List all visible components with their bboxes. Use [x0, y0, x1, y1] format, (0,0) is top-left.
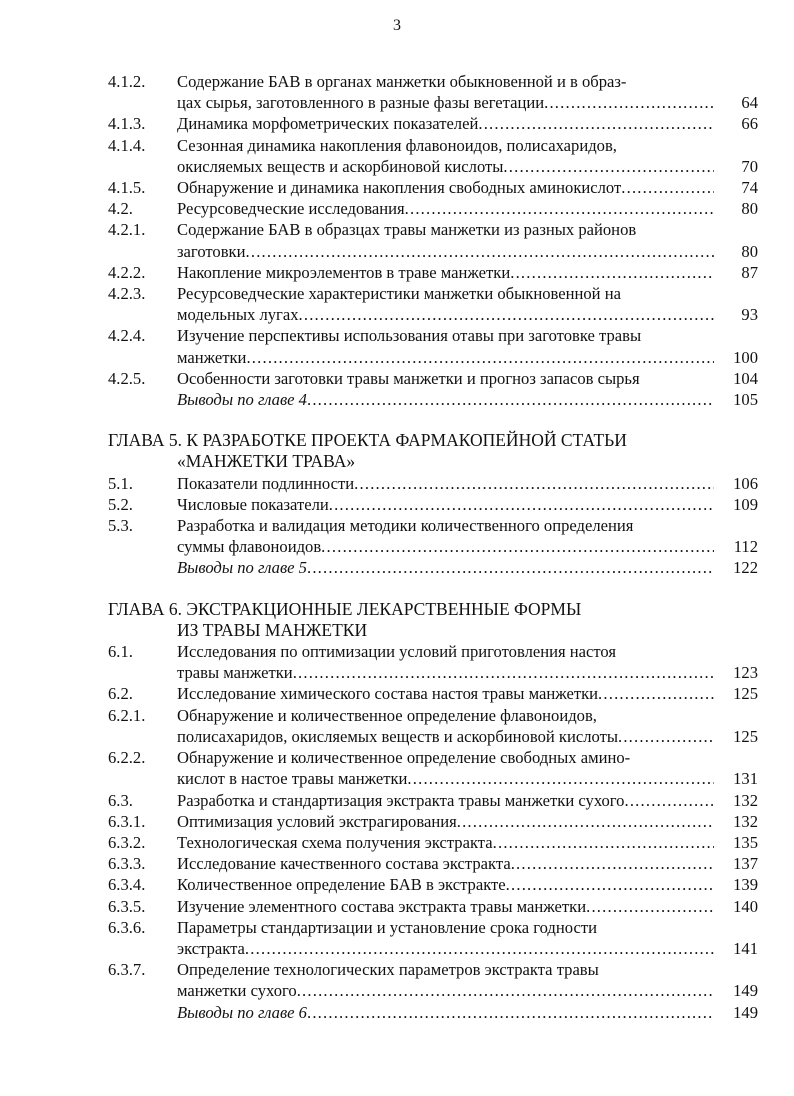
- entry-title-line: Исследование качественного состава экстракта: [177, 854, 511, 874]
- entry-title-line: Содержание БАВ в органах манжетки обыкновенной и в образ-: [177, 72, 627, 91]
- toc-entry[interactable]: [108, 113, 758, 134]
- section-number: 4.2.1.: [108, 220, 146, 240]
- page-ref: 123: [733, 663, 758, 683]
- section-number: 6.3.5.: [108, 896, 146, 916]
- toc-entry[interactable]: [108, 832, 758, 853]
- entry-title-line: Содержание БАВ в образцах травы манжетки из разных районов: [177, 220, 637, 240]
- entry-last-line: [177, 790, 758, 811]
- dot-leader: [307, 389, 714, 410]
- entry-body: [177, 896, 758, 917]
- entry-title-line: Выводы по главе 6: [177, 1002, 307, 1022]
- entry-body: [177, 494, 758, 515]
- toc-entry[interactable]: [108, 811, 758, 832]
- entry-body: [177, 641, 758, 683]
- page-ref: 104: [733, 368, 758, 388]
- dot-leader: [307, 557, 714, 578]
- toc-entry[interactable]: [108, 368, 758, 389]
- entry-title-line: полисахаридов, окисляемых веществ и аскорбиновой кислоты: [177, 726, 618, 746]
- entry-title-line: Накопление микроэлементов в траве манжетки: [177, 262, 511, 282]
- dot-leader: [510, 262, 714, 283]
- entry-last-line: [177, 853, 758, 874]
- entry-body: [177, 325, 758, 367]
- page-ref: 132: [733, 790, 758, 810]
- toc-entry[interactable]: [108, 219, 758, 261]
- section-number: 5.2.: [108, 494, 133, 514]
- dot-leader: [293, 662, 714, 683]
- dot-leader: [544, 92, 714, 113]
- section-number: 6.2.1.: [108, 705, 146, 725]
- page-ref: 80: [741, 241, 758, 261]
- entry-title-line: Исследования по оптимизации условий приготовления настоя: [177, 642, 617, 662]
- entry-last-line: [177, 347, 758, 368]
- dot-leader: [618, 726, 714, 747]
- entry-title-line: Ресурсоведческие исследования: [177, 199, 405, 219]
- section-number: 4.2.: [108, 199, 133, 219]
- entry-last-line: [177, 683, 758, 704]
- toc-entry[interactable]: [108, 473, 758, 494]
- dot-leader: [511, 853, 714, 874]
- entry-title-line: Обнаружение и динамика накопления свободных аминокислот: [177, 178, 622, 198]
- section-number: [108, 389, 177, 410]
- entry-title-line: Обнаружение и количественное определение флавоноидов,: [177, 705, 597, 725]
- entry-title-line: Исследование химического состава настоя травы манжетки: [177, 684, 599, 704]
- toc-entry[interactable]: [108, 853, 758, 874]
- entry-title-line: Оптимизация условий экстрагирования: [177, 811, 457, 831]
- chapter-heading-line: ИЗ ТРАВЫ МАНЖЕТКИ: [177, 619, 368, 640]
- toc-entry[interactable]: [108, 325, 758, 367]
- section-number: 6.2.2.: [108, 748, 146, 768]
- dot-leader: [503, 156, 714, 177]
- entry-last-line: [177, 938, 758, 959]
- chapter-conclusions-entry[interactable]: [108, 557, 758, 578]
- page-ref: 131: [733, 769, 758, 789]
- toc-entry[interactable]: [108, 705, 758, 747]
- chapter-heading-line: ГЛАВА 5. К РАЗРАБОТКЕ ПРОЕКТА ФАРМАКОПЕЙНОЙ СТАТЬИ: [108, 430, 627, 451]
- entry-body: [177, 705, 758, 747]
- section-number: 4.2.4.: [108, 326, 146, 346]
- section-number: 6.2.: [108, 684, 133, 704]
- entry-body: [177, 71, 758, 113]
- toc-entry[interactable]: [108, 262, 758, 283]
- page-ref: 140: [733, 896, 758, 916]
- entry-body: [177, 747, 758, 789]
- toc-entry[interactable]: [108, 494, 758, 515]
- page-ref: 87: [741, 262, 758, 282]
- page-ref: 74: [741, 178, 758, 198]
- page-ref: 112: [733, 537, 758, 557]
- page-ref: 80: [741, 199, 758, 219]
- toc-entry[interactable]: [108, 896, 758, 917]
- chapter-heading: [108, 599, 758, 641]
- section-number: 6.3.6.: [108, 917, 146, 937]
- entry-body: [177, 959, 758, 1001]
- entry-title-line: травы манжетки: [177, 663, 293, 683]
- entry-title-line: Показатели подлинности: [177, 473, 355, 493]
- entry-body: [177, 874, 758, 895]
- dot-leader: [586, 896, 714, 917]
- toc-entry[interactable]: [108, 874, 758, 895]
- entry-last-line: [177, 726, 758, 747]
- entry-last-line: [177, 368, 758, 389]
- dot-leader: [307, 1002, 714, 1023]
- page-ref: 105: [733, 390, 758, 410]
- section-number: 4.1.4.: [108, 135, 146, 155]
- entry-body: [177, 811, 758, 832]
- page-ref: 139: [733, 875, 758, 895]
- entry-title-line: заготовки: [177, 241, 246, 261]
- section-number: 6.3.: [108, 790, 133, 810]
- entry-last-line: [177, 113, 758, 134]
- toc-entry[interactable]: [108, 641, 758, 683]
- entry-body: [177, 389, 758, 410]
- entry-title-line: Определение технологических параметров экстракта травы: [177, 960, 599, 980]
- entry-last-line: [177, 536, 758, 557]
- toc-entry[interactable]: [108, 71, 758, 113]
- entry-body: [177, 557, 758, 578]
- page-ref: 64: [741, 93, 758, 113]
- section-number: 4.1.3.: [108, 114, 146, 134]
- entry-title-line: Ресурсоведческие характеристики манжетки обыкновенной на: [177, 284, 621, 304]
- page-ref: 93: [741, 305, 758, 325]
- entry-last-line: [177, 832, 758, 853]
- entry-title-line: Сезонная динамика накопления флавоноидов, полисахаридов,: [177, 135, 617, 155]
- entry-last-line: [177, 494, 758, 515]
- entry-body: [177, 198, 758, 219]
- entry-title-line: экстракта: [177, 938, 245, 958]
- page-number: 3: [393, 17, 401, 34]
- dot-leader: [493, 832, 714, 853]
- entry-last-line: [177, 768, 758, 789]
- entry-body: [177, 1002, 758, 1023]
- entry-last-line: [177, 198, 758, 219]
- chapter-heading: [108, 430, 758, 472]
- chapter-conclusions-entry[interactable]: [108, 1002, 758, 1023]
- section-number: 4.1.2.: [108, 72, 146, 91]
- dot-leader: [621, 177, 714, 198]
- page-ref: 100: [733, 347, 758, 367]
- entry-last-line: [177, 874, 758, 895]
- section-number: 6.1.: [108, 642, 133, 662]
- toc-entry[interactable]: [108, 747, 758, 789]
- toc-entry[interactable]: [108, 177, 758, 198]
- dot-leader: [354, 473, 714, 494]
- section-number: 5.1.: [108, 473, 133, 493]
- entry-body: [177, 917, 758, 959]
- chapter-conclusions-entry[interactable]: [108, 389, 758, 410]
- entry-title-line: суммы флавоноидов: [177, 537, 322, 557]
- section-number: [108, 1002, 177, 1023]
- entry-body: [177, 515, 758, 557]
- entry-title-line: Изучение элементного состава экстракта травы манжетки: [177, 896, 587, 916]
- entry-last-line: [177, 557, 758, 578]
- entry-last-line: [177, 156, 758, 177]
- dot-leader: [329, 494, 714, 515]
- entry-last-line: [177, 304, 758, 325]
- page-ref: 149: [733, 1002, 758, 1022]
- entry-last-line: [177, 92, 758, 113]
- dot-leader: [246, 241, 715, 262]
- page-ref: 141: [733, 938, 758, 958]
- section-number: 5.3.: [108, 516, 133, 536]
- entry-body: [177, 683, 758, 704]
- dot-leader: [299, 304, 715, 325]
- entry-title-line: Динамика морфометрических показателей: [177, 114, 479, 134]
- entry-body: [177, 853, 758, 874]
- table-of-contents: [108, 71, 758, 1023]
- page-ref: 122: [733, 558, 758, 578]
- page-ref: 109: [733, 494, 758, 514]
- page-ref: 137: [733, 854, 758, 874]
- dot-leader: [246, 347, 714, 368]
- section-number: 6.3.4.: [108, 875, 146, 895]
- section-number: 6.3.1.: [108, 811, 146, 831]
- page-ref: 66: [741, 114, 758, 134]
- page-ref: 132: [733, 811, 758, 831]
- page-ref: 70: [741, 156, 758, 176]
- entry-body: [177, 262, 758, 283]
- entry-last-line: [177, 662, 758, 683]
- entry-title-line: Разработка и стандартизация экстракта травы манжетки сухого: [177, 790, 625, 810]
- entry-body: [177, 113, 758, 134]
- entry-last-line: [177, 177, 758, 198]
- entry-title-line: манжетки: [177, 347, 247, 367]
- section-number: [108, 557, 177, 578]
- entry-last-line: [177, 241, 758, 262]
- page-ref: 135: [733, 832, 758, 852]
- entry-title-line: Разработка и валидация методики количественного определения: [177, 516, 634, 536]
- dot-leader: [297, 980, 714, 1001]
- entry-title-line: цах сырья, заготовленного в разные фазы вегетации: [177, 93, 545, 113]
- entry-title-line: Числовые показатели: [177, 494, 329, 514]
- entry-last-line: [177, 896, 758, 917]
- dot-leader: [598, 683, 714, 704]
- section-number: 6.3.7.: [108, 960, 146, 980]
- entry-title-line: Выводы по главе 4: [177, 390, 307, 410]
- entry-body: [177, 790, 758, 811]
- section-number: 6.3.2.: [108, 832, 146, 852]
- entry-title-line: кислот в настое травы манжетки: [177, 769, 408, 789]
- entry-body: [177, 283, 758, 325]
- toc-entry[interactable]: [108, 283, 758, 325]
- entry-last-line: [177, 1002, 758, 1023]
- chapter-heading-line: «МАНЖЕТКИ ТРАВА»: [177, 451, 356, 472]
- entry-title-line: модельных лугах: [177, 305, 299, 325]
- entry-title-line: Параметры стандартизации и установление срока годности: [177, 917, 597, 937]
- entry-title-line: Обнаружение и количественное определение свободных амино-: [177, 748, 631, 768]
- entry-title-line: Особенности заготовки травы манжетки и прогноз запасов сырья: [177, 368, 640, 388]
- entry-title-line: Выводы по главе 5: [177, 558, 307, 578]
- dot-leader: [624, 790, 714, 811]
- entry-body: [177, 135, 758, 177]
- entry-last-line: [177, 262, 758, 283]
- entry-title-line: Изучение перспективы использования отавы при заготовке травы: [177, 326, 642, 346]
- toc-entry[interactable]: [108, 790, 758, 811]
- entry-title-line: Технологическая схема получения экстракта: [177, 832, 493, 852]
- toc-entry[interactable]: [108, 135, 758, 177]
- page-ref: 125: [733, 726, 758, 746]
- page-ref: 149: [733, 981, 758, 1001]
- toc-entry[interactable]: [108, 959, 758, 1001]
- entry-body: [177, 219, 758, 261]
- entry-last-line: [177, 811, 758, 832]
- entry-body: [177, 368, 758, 389]
- section-number: 4.2.5.: [108, 368, 146, 388]
- dot-leader: [506, 874, 714, 895]
- page-ref: 106: [733, 473, 758, 493]
- entry-title-line: Количественное определение БАВ в экстракте: [177, 875, 506, 895]
- entry-title-line: окисляемых веществ и аскорбиновой кислоты: [177, 156, 504, 176]
- toc-entry[interactable]: [108, 515, 758, 557]
- entry-last-line: [177, 389, 758, 410]
- entry-last-line: [177, 473, 758, 494]
- toc-entry[interactable]: [108, 683, 758, 704]
- entry-body: [177, 473, 758, 494]
- entry-title-line: манжетки сухого: [177, 981, 297, 1001]
- section-number: 4.2.2.: [108, 262, 146, 282]
- entry-body: [177, 832, 758, 853]
- section-number: 6.3.3.: [108, 854, 146, 874]
- dot-leader: [457, 811, 714, 832]
- entry-body: [177, 177, 758, 198]
- dot-leader: [407, 768, 714, 789]
- page-ref: 125: [733, 684, 758, 704]
- toc-entry[interactable]: [108, 917, 758, 959]
- entry-last-line: [177, 980, 758, 1001]
- section-number: 4.1.5.: [108, 178, 146, 198]
- chapter-heading-line: ГЛАВА 6. ЭКСТРАКЦИОННЫЕ ЛЕКАРСТВЕННЫЕ ФОРМЫ: [108, 598, 582, 619]
- section-number: 4.2.3.: [108, 284, 146, 304]
- dot-leader: [478, 113, 714, 134]
- toc-entry[interactable]: [108, 198, 758, 219]
- dot-leader: [321, 536, 714, 557]
- dot-leader: [245, 938, 714, 959]
- dot-leader: [405, 198, 714, 219]
